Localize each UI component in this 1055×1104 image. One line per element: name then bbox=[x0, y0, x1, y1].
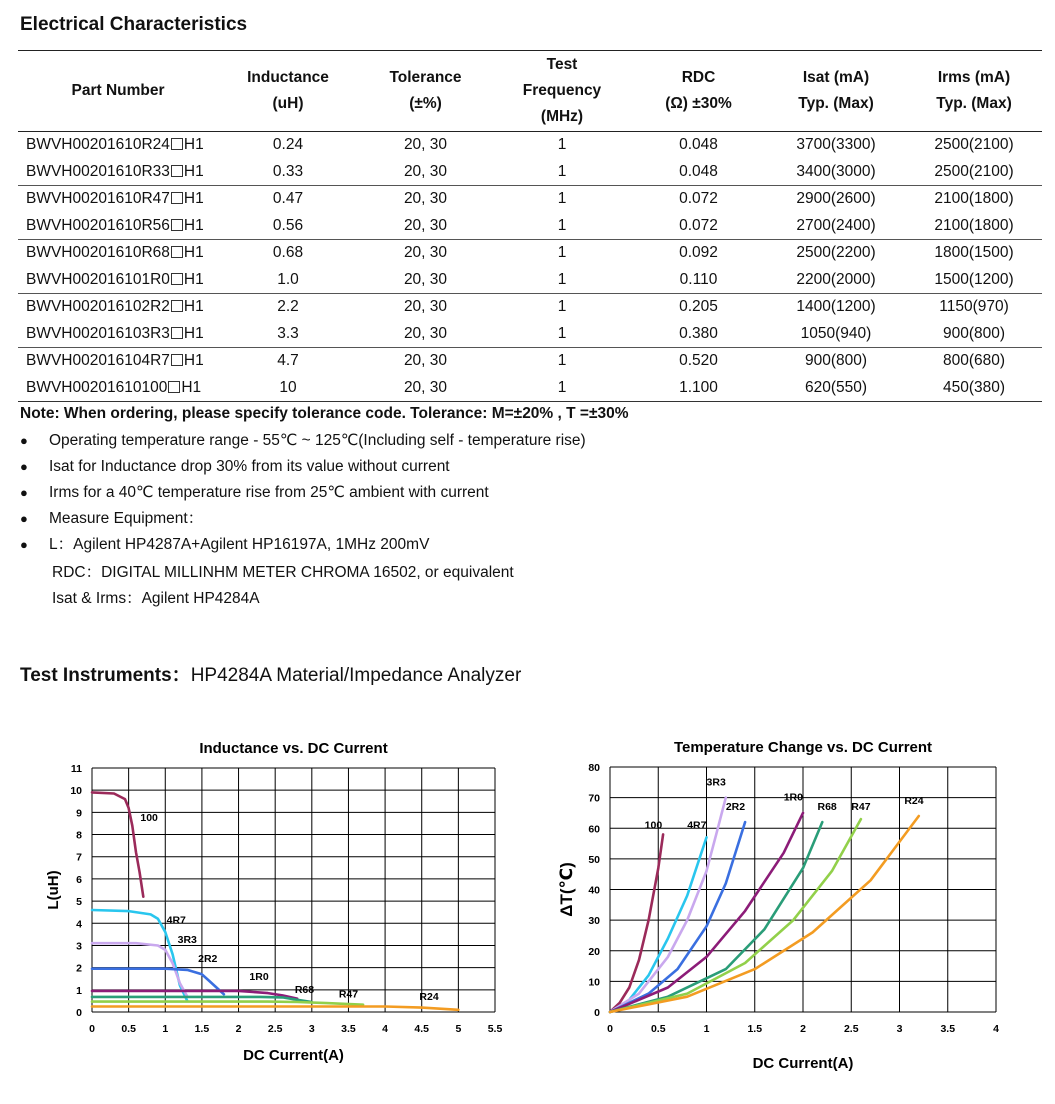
cell-tolerance: 20, 30 bbox=[403, 244, 448, 262]
x-tick-label: 3.5 bbox=[341, 1023, 356, 1035]
cell-test-frequency: 1 bbox=[557, 136, 567, 154]
cell-rdc: 0.048 bbox=[679, 162, 718, 180]
cell-rdc: 0.048 bbox=[679, 136, 718, 154]
cell-test-frequency: 1 bbox=[557, 298, 567, 316]
cell-irms: 450(380) bbox=[942, 378, 1006, 396]
tolerance-code-box bbox=[171, 300, 183, 312]
y-tick-label: 4 bbox=[76, 918, 82, 931]
cell-test-frequency: 1 bbox=[557, 244, 567, 262]
series-line-100 bbox=[92, 792, 143, 896]
notes-list bbox=[20, 428, 586, 558]
inductance-chart bbox=[30, 730, 510, 1075]
header-rdc: RDC (Ω) ±30% bbox=[665, 69, 732, 112]
cell-tolerance: 20, 30 bbox=[403, 190, 448, 208]
y-tick-label: 80 bbox=[588, 762, 600, 774]
y-axis-label: ΔT(℃) bbox=[557, 862, 576, 917]
y-tick-label: 40 bbox=[588, 884, 600, 897]
x-tick-label: 3.5 bbox=[940, 1023, 956, 1035]
cell-rdc: 0.205 bbox=[679, 298, 718, 316]
cell-inductance: 0.68 bbox=[272, 244, 304, 262]
table-row bbox=[18, 267, 1042, 294]
chart-title: Temperature Change vs. DC Current bbox=[673, 739, 933, 756]
x-tick-label: 4.5 bbox=[414, 1023, 430, 1035]
cell-test-frequency: 1 bbox=[557, 270, 567, 288]
cell-isat: 3400(3000) bbox=[796, 162, 876, 180]
cell-isat: 2700(2400) bbox=[796, 216, 876, 234]
page-title: Electrical Characteristics bbox=[20, 14, 248, 35]
cell-part-number: BWVH00201610R24 H1 bbox=[26, 136, 204, 154]
cell-inductance: 1.0 bbox=[277, 270, 299, 288]
x-tick-label: 3 bbox=[896, 1023, 903, 1035]
cell-irms: 900(800) bbox=[942, 324, 1006, 342]
cell-part-number: BWVH002016101R0 H1 bbox=[26, 270, 204, 288]
x-tick-label: 1 bbox=[162, 1023, 169, 1035]
y-axis-label: L(uH) bbox=[45, 870, 62, 910]
cell-tolerance: 20, 30 bbox=[403, 216, 448, 234]
tolerance-code-box bbox=[171, 246, 183, 258]
y-tick-label: 0 bbox=[594, 1007, 600, 1019]
cell-part-number: BWVH00201610100 H1 bbox=[26, 378, 202, 396]
cell-isat: 2500(2200) bbox=[796, 244, 876, 262]
series-line-100 bbox=[610, 834, 663, 1012]
header-test-frequency: Test Frequency (MHz) bbox=[522, 56, 602, 125]
rdc-equipment-line: RDC：DIGITAL MILLINHM METER CHROMA 16502, or equivalent bbox=[52, 564, 514, 581]
y-tick-label: 6 bbox=[76, 873, 82, 886]
cell-test-frequency: 1 bbox=[557, 190, 567, 208]
tolerance-code-box bbox=[171, 327, 183, 339]
cell-rdc: 0.380 bbox=[679, 324, 718, 342]
header-inductance: Inductance (uH) bbox=[247, 69, 329, 112]
table-row bbox=[18, 375, 1042, 402]
x-tick-label: 2.5 bbox=[267, 1023, 283, 1035]
tolerance-code-box bbox=[168, 381, 180, 393]
header-part-number: Part Number bbox=[71, 82, 165, 99]
series-line-R47 bbox=[92, 1002, 363, 1005]
series-label: 1R0 bbox=[249, 970, 269, 983]
cell-part-number: BWVH00201610R47 H1 bbox=[26, 190, 204, 208]
series-label: R68 bbox=[817, 800, 837, 813]
cell-inductance: 0.33 bbox=[272, 162, 304, 180]
cell-irms: 2500(2100) bbox=[934, 136, 1014, 154]
x-tick-label: 1 bbox=[703, 1023, 710, 1035]
electrical-characteristics-table bbox=[18, 50, 1042, 402]
x-tick-label: 1.5 bbox=[194, 1023, 210, 1035]
ordering-note: Note: When ordering, please specify tolerance code. Tolerance: M=±20% , T =±30% bbox=[20, 405, 629, 422]
y-tick-label: 8 bbox=[76, 829, 82, 842]
cell-irms: 2100(1800) bbox=[934, 216, 1014, 234]
cell-isat: 2900(2600) bbox=[796, 190, 876, 208]
tolerance-code-box bbox=[171, 138, 183, 150]
x-tick-label: 3 bbox=[308, 1023, 315, 1035]
cell-test-frequency: 1 bbox=[557, 216, 567, 234]
x-tick-label: 4 bbox=[993, 1023, 999, 1035]
series-label: 3R3 bbox=[706, 776, 726, 789]
cell-part-number: BWVH002016102R2 H1 bbox=[26, 298, 204, 316]
series-line-3R3 bbox=[610, 798, 726, 1012]
list-item: ● L：Agilent HP4287A+Agilent HP16197A, 1MHz 200mV bbox=[20, 532, 586, 558]
x-tick-label: 0.5 bbox=[121, 1023, 136, 1035]
x-tick-label: 4 bbox=[382, 1023, 389, 1035]
x-tick-label: 0.5 bbox=[650, 1023, 666, 1035]
series-label: R24 bbox=[419, 990, 439, 1003]
cell-part-number: BWVH002016104R7 H1 bbox=[26, 352, 204, 370]
cell-isat: 1050(940) bbox=[800, 324, 872, 342]
cell-rdc: 0.092 bbox=[679, 244, 718, 262]
cell-tolerance: 20, 30 bbox=[403, 270, 448, 288]
x-tick-label: 2 bbox=[800, 1023, 806, 1035]
cell-part-number: BWVH00201610R56 H1 bbox=[26, 216, 204, 234]
test-instruments-label: Test Instruments： bbox=[20, 665, 191, 686]
x-tick-label: 2 bbox=[235, 1023, 242, 1035]
table-header-row bbox=[18, 51, 1042, 132]
cell-rdc: 0.072 bbox=[679, 190, 718, 208]
cell-isat: 620(550) bbox=[804, 378, 868, 396]
y-tick-label: 10 bbox=[70, 785, 82, 798]
cell-test-frequency: 1 bbox=[557, 324, 567, 342]
x-tick-label: 5.5 bbox=[487, 1023, 503, 1035]
cell-isat: 2200(2000) bbox=[796, 270, 876, 288]
table-row bbox=[18, 348, 1042, 375]
cell-irms: 800(680) bbox=[942, 352, 1006, 370]
y-tick-label: 70 bbox=[588, 792, 600, 805]
header-irms: Irms (mA) Typ. (Max) bbox=[936, 69, 1012, 112]
x-axis-label: DC Current(A) bbox=[243, 1047, 344, 1064]
series-label: R68 bbox=[294, 984, 315, 997]
cell-irms: 1150(970) bbox=[939, 298, 1009, 316]
cell-test-frequency: 1 bbox=[557, 162, 567, 180]
cell-irms: 1800(1500) bbox=[934, 244, 1014, 262]
x-tick-label: 5 bbox=[455, 1023, 462, 1035]
tolerance-code-box bbox=[171, 273, 183, 285]
table-row bbox=[18, 294, 1042, 321]
cell-part-number: BWVH00201610R68 H1 bbox=[26, 244, 204, 262]
header-isat: Isat (mA) Typ. (Max) bbox=[798, 69, 874, 112]
series-label: 1R0 bbox=[783, 791, 803, 804]
tolerance-code-box bbox=[171, 219, 183, 231]
cell-test-frequency: 1 bbox=[557, 378, 567, 396]
list-item: ● Measure Equipment： bbox=[20, 506, 586, 532]
x-tick-label: 0 bbox=[89, 1023, 95, 1035]
table-row bbox=[18, 132, 1042, 159]
x-tick-label: 2.5 bbox=[843, 1023, 859, 1035]
series-label: 100 bbox=[644, 819, 663, 832]
chart-title: Inductance vs. DC Current bbox=[199, 740, 388, 757]
cell-tolerance: 20, 30 bbox=[403, 298, 448, 316]
test-instruments-value: HP4284A Material/Impedance Analyzer bbox=[190, 665, 522, 686]
test-instruments-heading bbox=[20, 660, 521, 687]
y-tick-label: 20 bbox=[588, 945, 600, 958]
cell-rdc: 0.072 bbox=[679, 216, 718, 234]
x-axis-label: DC Current(A) bbox=[752, 1055, 854, 1072]
y-tick-label: 10 bbox=[588, 976, 600, 989]
series-label: R47 bbox=[851, 800, 871, 813]
cell-tolerance: 20, 30 bbox=[403, 324, 448, 342]
y-tick-label: 50 bbox=[588, 853, 600, 866]
y-tick-label: 5 bbox=[76, 896, 82, 909]
cell-inductance: 0.47 bbox=[272, 190, 304, 208]
x-tick-label: 0 bbox=[607, 1023, 613, 1035]
cell-inductance: 4.7 bbox=[277, 352, 299, 370]
y-tick-label: 30 bbox=[588, 915, 600, 928]
list-item: ● Irms for a 40℃ temperature rise from 25℃ ambient with current bbox=[20, 480, 586, 506]
cell-tolerance: 20, 30 bbox=[403, 378, 448, 396]
cell-irms: 1500(1200) bbox=[934, 270, 1014, 288]
cell-inductance: 10 bbox=[279, 378, 297, 396]
series-label: R24 bbox=[904, 794, 924, 807]
series-label: 3R3 bbox=[177, 934, 197, 947]
cell-inductance: 0.24 bbox=[272, 136, 304, 154]
temperature-chart bbox=[550, 730, 1020, 1080]
series-label: 4R7 bbox=[166, 914, 186, 927]
table-row bbox=[18, 213, 1042, 240]
cell-rdc: 0.110 bbox=[679, 270, 718, 288]
cell-part-number: BWVH00201610R33 H1 bbox=[26, 162, 204, 180]
table-row bbox=[18, 186, 1042, 213]
cell-test-frequency: 1 bbox=[557, 352, 567, 370]
table-row bbox=[18, 159, 1042, 186]
series-label: 2R2 bbox=[725, 800, 746, 813]
series-label: 100 bbox=[140, 812, 158, 825]
cell-inductance: 0.56 bbox=[272, 216, 304, 234]
table-row bbox=[18, 321, 1042, 348]
tolerance-code-box bbox=[171, 354, 183, 366]
y-tick-label: 3 bbox=[76, 940, 82, 953]
tolerance-code-box bbox=[171, 165, 183, 177]
cell-isat: 900(800) bbox=[804, 352, 868, 370]
y-tick-label: 9 bbox=[76, 807, 82, 820]
y-tick-label: 11 bbox=[70, 763, 82, 775]
cell-rdc: 0.520 bbox=[679, 352, 718, 370]
isat-equipment-line: Isat & Irms：Agilent HP4284A bbox=[52, 590, 260, 607]
tolerance-code-box bbox=[171, 192, 183, 204]
cell-irms: 2500(2100) bbox=[934, 162, 1014, 180]
list-item: ● Isat for Inductance drop 30% from its value without current bbox=[20, 454, 586, 480]
cell-inductance: 3.3 bbox=[277, 324, 299, 342]
table-row bbox=[18, 240, 1042, 267]
cell-tolerance: 20, 30 bbox=[403, 136, 448, 154]
cell-part-number: BWVH002016103R3 H1 bbox=[26, 324, 204, 342]
cell-irms: 2100(1800) bbox=[934, 190, 1014, 208]
y-tick-label: 7 bbox=[76, 851, 82, 864]
y-tick-label: 0 bbox=[76, 1007, 82, 1019]
cell-rdc: 1.100 bbox=[679, 378, 718, 396]
header-tolerance: Tolerance (±%) bbox=[389, 69, 462, 112]
series-label: R47 bbox=[338, 988, 359, 1001]
series-label: 4R7 bbox=[687, 819, 707, 832]
series-line-R24 bbox=[610, 816, 919, 1012]
x-tick-label: 1.5 bbox=[747, 1023, 763, 1035]
y-tick-label: 2 bbox=[76, 962, 82, 975]
y-tick-label: 60 bbox=[588, 823, 600, 836]
y-tick-label: 1 bbox=[76, 984, 82, 997]
list-item: ● Operating temperature range - 55℃ ~ 125℃(Including self - temperature rise) bbox=[20, 428, 586, 454]
cell-inductance: 2.2 bbox=[277, 298, 299, 316]
cell-isat: 1400(1200) bbox=[796, 298, 876, 316]
series-label: 2R2 bbox=[198, 953, 218, 966]
cell-isat: 3700(3300) bbox=[796, 136, 876, 154]
cell-tolerance: 20, 30 bbox=[403, 162, 448, 180]
cell-tolerance: 20, 30 bbox=[403, 352, 448, 370]
